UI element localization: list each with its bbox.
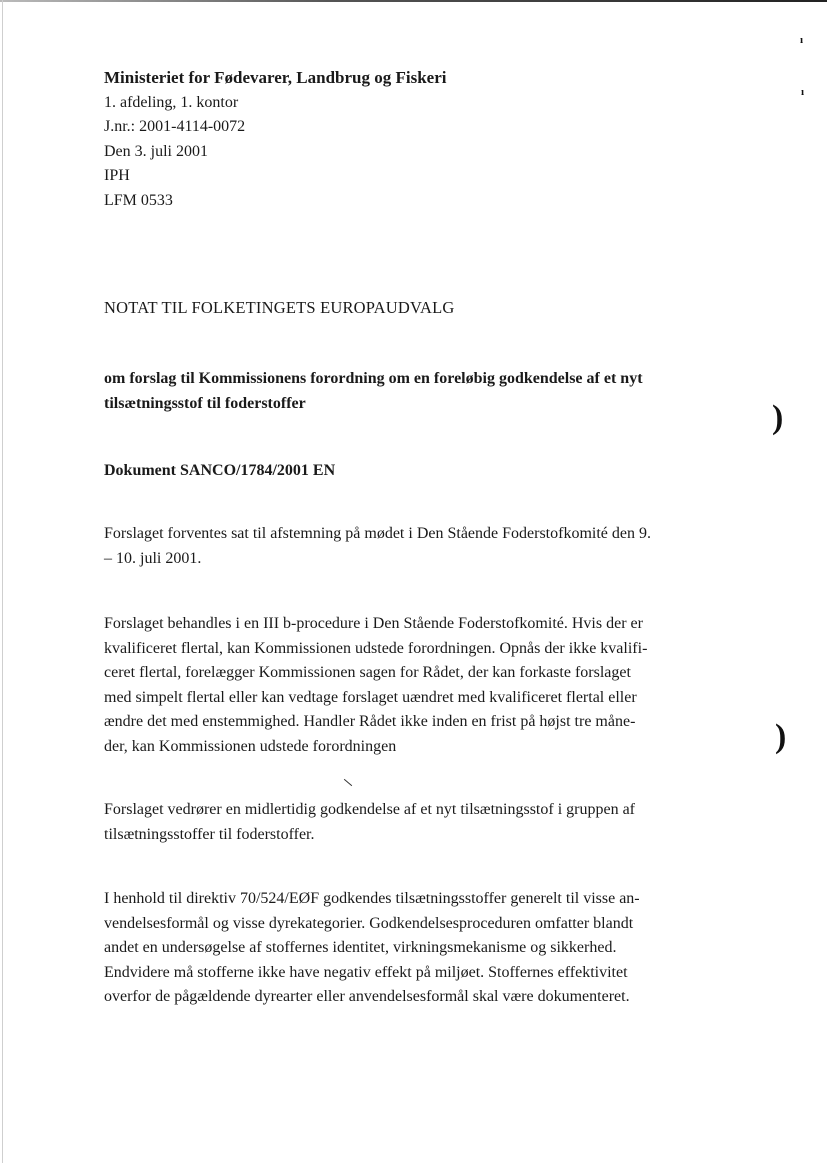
paragraph xyxy=(104,522,744,571)
journal-number: J.nr.: 2001-4114-0072 xyxy=(104,118,246,135)
paragraph-line: overfor de pågældende dyrearter eller anvendelsesformål skal være dokumenteret. xyxy=(104,988,630,1005)
subject-line: om forslag til Kommissionens forordning om en foreløbig godkendelse af et nyt xyxy=(104,370,643,387)
subject-line: tilsætningsstof til foderstoffer xyxy=(104,394,306,412)
paragraph xyxy=(104,887,744,1010)
paragraph-line: Forslaget vedrører en midlertidig godkendelse af et nyt tilsætningsstof i gruppen af xyxy=(104,801,635,818)
document-date: Den 3. juli 2001 xyxy=(104,142,208,160)
paragraph xyxy=(104,798,744,847)
paragraph-line: der, kan Kommissionen udstede forordningen xyxy=(104,737,397,755)
binding-bracket-mark: ) xyxy=(775,718,787,755)
ministry-name: Ministeriet for Fødevarer, Landbrug og Fiskeri xyxy=(104,68,447,87)
scan-top-edge xyxy=(0,0,827,2)
subject xyxy=(104,367,744,416)
paragraph xyxy=(104,612,744,759)
binding-mark: ı xyxy=(801,86,805,98)
department: 1. afdeling, 1. kontor xyxy=(104,93,239,111)
paragraph-line: Endvidere må stofferne ikke have negativ effekt på miljøet. Stoffernes effektivitet xyxy=(104,963,628,981)
paragraph-line: ceret flertal, forelægger Kommissionen sagen for Rådet, der kan forkaste forslaget xyxy=(104,664,631,681)
reference-code: LFM 0533 xyxy=(104,191,173,209)
paragraph-line: andet en undersøgelse af stoffernes identitet, virkningsmekanisme og sikkerhed. xyxy=(104,939,617,956)
paragraph-line: – 10. juli 2001. xyxy=(104,549,202,567)
paragraph-line: Forslaget behandles i en III b-procedure i Den Stående Foderstofkomité. Hvis der er xyxy=(104,615,643,632)
paragraph-line: ændre det med enstemmighed. Handler Rådet ikke inden en frist på højst tre måne- xyxy=(104,713,636,730)
binding-mark: ı xyxy=(800,34,804,46)
initials: IPH xyxy=(104,167,130,184)
binding-bracket-mark: ) xyxy=(772,399,784,436)
paragraph-line: vendelsesformål og visse dyrekategorier. Godkendelsesproceduren omfatter blandt xyxy=(104,914,634,932)
document-reference: Dokument SANCO/1784/2001 EN xyxy=(104,462,336,479)
page-title: NOTAT TIL FOLKETINGETS EUROPAUDVALG xyxy=(104,298,455,317)
paragraph-line: Forslaget forventes sat til afstemning på mødet i Den Stående Foderstofkomité den 9. xyxy=(104,525,651,542)
scan-speck xyxy=(344,779,352,786)
sender-block xyxy=(104,66,744,213)
paragraph-line: kvalificeret flertal, kan Kommissionen udstede forordningen. Opnås der ikke kvalifi- xyxy=(104,639,648,657)
scan-left-edge xyxy=(2,0,3,1163)
paragraph-line: I henhold til direktiv 70/524/EØF godkendes tilsætningsstoffer generelt til visse an- xyxy=(104,890,640,907)
paragraph-line: med simpelt flertal eller kan vedtage forslaget uændret med kvalificeret flertal eller xyxy=(104,688,637,706)
paragraph-line: tilsætningsstoffer til foderstoffer. xyxy=(104,825,315,843)
